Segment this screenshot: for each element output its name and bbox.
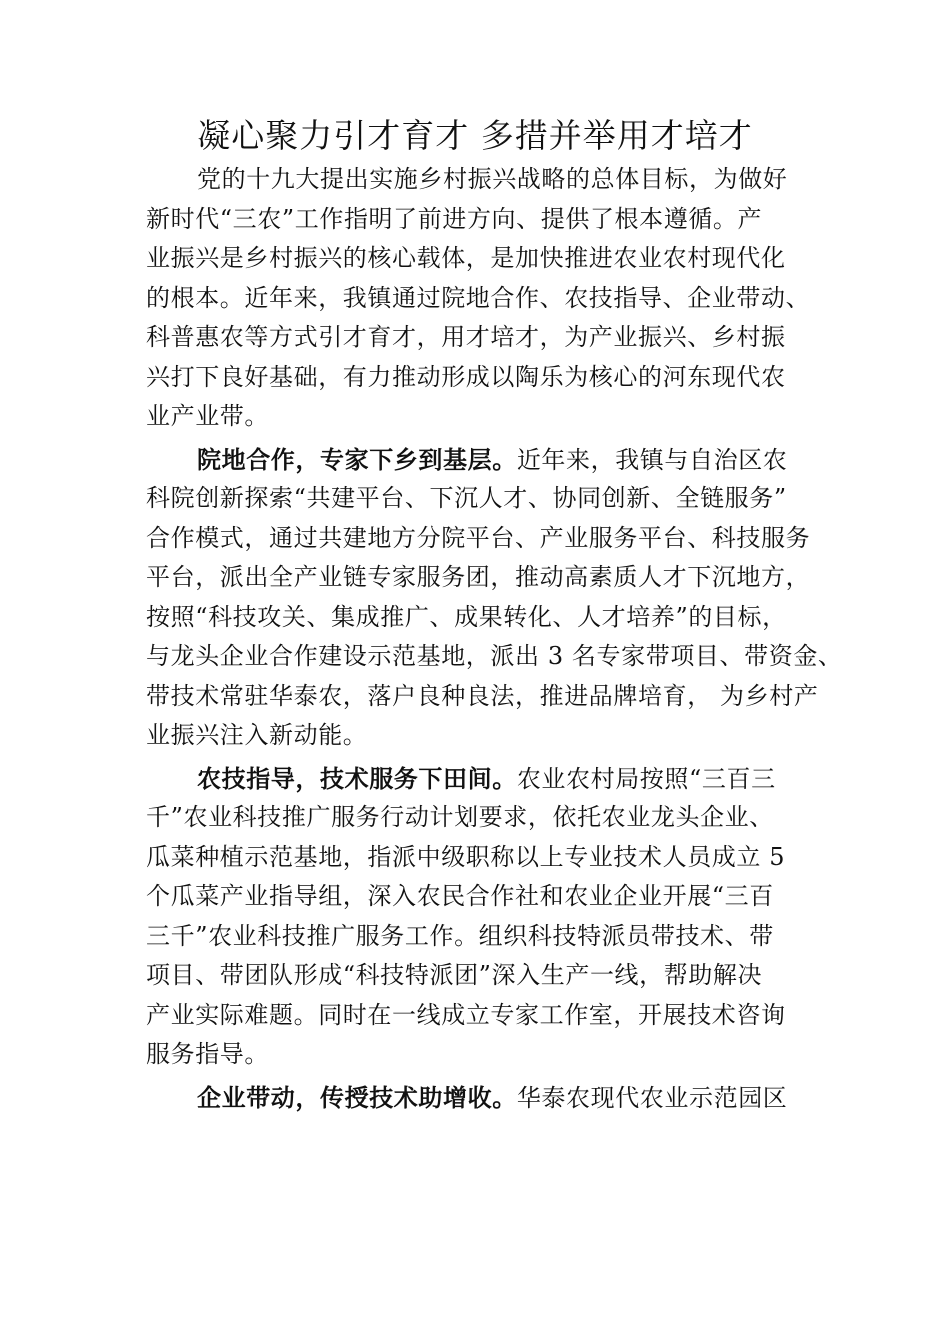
text-line: [146, 759, 826, 799]
paragraph-lead-heading: 企业带动，传授技术助增收。: [197, 1082, 517, 1112]
text-line: 业振兴是乡村振兴的核心载体，是加快推进农业农村现代化: [146, 244, 786, 272]
text-line: 科普惠农等方式引才育才，用才培才，为产业振兴、乡村振: [146, 323, 786, 351]
text-line-rest: 近年来，我镇与自治区农: [516, 445, 788, 474]
paragraph-agri-tech-guidance: [146, 759, 826, 1075]
text-line: 个瓜菜产业指导组，深入农民合作社和农业企业开展“三百: [146, 882, 774, 910]
document-body: [146, 160, 843, 1120]
text-line-rest: 华泰农现代农业示范园区: [516, 1083, 788, 1112]
text-line: 平台，派出全产业链专家服务团，推动高素质人才下沉地方，: [146, 563, 811, 591]
text-line: 千”农业科技推广服务行动计划要求，依托农业龙头企业、: [146, 803, 774, 831]
text-line: 与龙头企业合作建设示范基地，派出 3 名专家带项目、带资金、: [146, 642, 843, 670]
text-line: 业产业带。: [146, 402, 269, 430]
text-line: 按照“科技攻关、集成推广、成果转化、人才培养”的目标，: [146, 602, 787, 631]
text-line: 兴打下良好基础，有力推动形成以陶乐为核心的河东现代农: [146, 362, 786, 391]
text-line: [146, 440, 826, 480]
document-title: 凝心聚力引才育才 多措并举用才培才: [197, 116, 753, 155]
paragraph-lead-heading: 农技指导，技术服务下田间。: [197, 763, 517, 793]
text-line: 的根本。近年来，我镇通过院地合作、农技指导、企业带动、: [146, 283, 811, 312]
text-line: 科院创新探索“共建平台、下沉人才、协同创新、全链服务”: [146, 484, 787, 512]
text-line: 合作模式，通过共建地方分院平台、产业服务平台、科技服务: [146, 523, 811, 552]
text-line: 产业实际难题。同时在一线成立专家工作室，开展技术咨询: [146, 1000, 786, 1029]
text-line: 党的十九大提出实施乡村振兴战略的总体目标，为做好: [197, 165, 788, 193]
text-line: 服务指导。: [146, 1040, 269, 1068]
text-line: [146, 1078, 826, 1118]
paragraph-intro: [146, 160, 826, 437]
paragraph-institute-cooperation: [146, 440, 843, 756]
text-line: 项目、带团队形成“科技特派团”深入生产一线，帮助解决: [146, 961, 763, 989]
text-line: 瓜菜种植示范基地，指派中级职称以上专业技术人员成立 5: [146, 842, 786, 871]
text-line: 业振兴注入新动能。: [146, 721, 368, 749]
text-line-rest: 农业农村局按照“三百三: [516, 764, 776, 793]
paragraph-lead-heading: 院地合作，专家下乡到基层。: [197, 444, 517, 474]
paragraph-enterprise-driven: [146, 1078, 826, 1118]
text-line: 带技术常驻华泰农，落户良种良法，推进品牌培育， 为乡村产: [146, 681, 819, 710]
text-line: 新时代“三农”工作指明了前进方向、提供了根本遵循。产: [146, 204, 763, 233]
text-line: 三千”农业科技推广服务工作。组织科技特派员带技术、带: [146, 921, 774, 950]
